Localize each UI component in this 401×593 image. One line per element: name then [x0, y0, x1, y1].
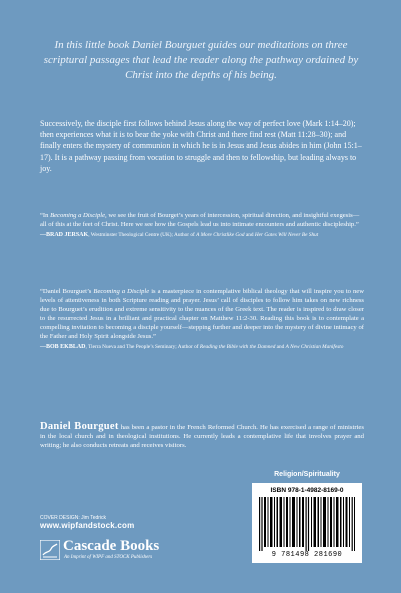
book-description: Successively, the disciple first follows behind Jesus along the way of perfect love (Mark 1:14–20); then experiences what it is to bear the yoke with Christ and there find rest (Matt 11:28–30); and finally enters the mystery of communion in which he is in Jesus and Jesus abides in him (John 15:1–17). It is a pathway passing from vocation to struggle and then to fellowship, but leading always to joy. — [40, 119, 362, 173]
barcode-icon — [259, 497, 355, 551]
author-bio — [40, 422, 364, 450]
publisher-name: Cascade Books — [63, 538, 160, 554]
publisher-logo — [40, 539, 220, 561]
endorser-affiliation: , Westminster Theological Centre (UK); Author of — [88, 232, 197, 238]
book-title: Becoming a Disciple — [50, 212, 106, 219]
endorser-name: —BOB EKBLAD — [40, 344, 86, 350]
author-name: Daniel Bourguet — [40, 421, 119, 432]
cascade-logo-icon — [40, 540, 60, 560]
publisher-subtitle: An Imprint of WIPF and STOCK Publishers — [64, 555, 153, 560]
quote-text: , we see the fruit of Bourget’s years of intercession, spiritual direction, and insightful exegesis—all of this at the feet of Christ. Here we see how the Gospels lead us into intimate encounters and authentic discipleship.” — [40, 212, 360, 228]
endorser-work: Reading the Bible with the Damned — [199, 344, 276, 350]
endorsement-attribution — [40, 232, 364, 239]
endorsement-text — [40, 287, 364, 341]
author-bio-text: has been a pastor in the French Reformed Church. He has exercised a range of ministries in the local church and in theological institutions. He currently leads a contemplative life that involves prayer and writing; he also conducts retreats and receives visitors. — [40, 424, 364, 449]
blurb: In this little book Daniel Bourguet guides our meditations on three scriptural passages that lead the reader along the pathway ordained by Christ into the depths of his being. — [43, 39, 359, 81]
quote-text: “Daniel Bourguet’s — [40, 288, 94, 295]
endorsement-attribution — [40, 344, 364, 351]
barcode-box — [252, 483, 362, 563]
endorser-work: Her Gates Will Never Be Shut — [254, 232, 319, 238]
endorser-name: —BRAD JERSAK — [40, 232, 89, 238]
endorser-work: A New Christian Manifesto — [285, 344, 344, 350]
book-title: Becoming a Disciple — [93, 288, 150, 295]
conjunction: and — [275, 344, 286, 350]
endorser-work: A More Christlike God — [196, 232, 245, 238]
endorser-affiliation: , Tierra Nueva and The People’s Seminary; Author of — [85, 344, 200, 350]
ean-digits: 9 781498 281690 — [271, 551, 343, 559]
conjunction: and — [244, 232, 255, 238]
cover-design-credit: COVER DESIGN: Jim Tedrick — [40, 515, 107, 521]
quote-text: is a masterpiece in contemplative biblical theology that will inspire you to new levels of attentiveness in both Scripture reading and prayer. Jesus’ call of disciples to follow him takes on new richness due to Bourguet’s erudition and extreme sensitivity to the nuances of the Greek text. The reader is inspired to draw closer to the resurrected Jesus in a brilliant and practical chapter on Matthew 11:2-30. Reading this book is to contemplate a compelling invitation to becoming a disciple yourself—stepping further and deeper into the mystery of divine intimacy of the Father and Holy Spirit alongside Jesus.” — [40, 288, 364, 340]
credits — [40, 515, 200, 529]
publisher-website: www.wipfandstock.com — [40, 521, 135, 530]
isbn-label: ISBN 978-1-4982-8169-0 — [270, 487, 344, 494]
category-label: Religion/Spirituality — [274, 471, 340, 478]
endorsement-text — [40, 211, 364, 229]
quote-text: “In — [40, 212, 51, 219]
endorsement — [40, 211, 364, 239]
endorsement — [40, 287, 364, 351]
